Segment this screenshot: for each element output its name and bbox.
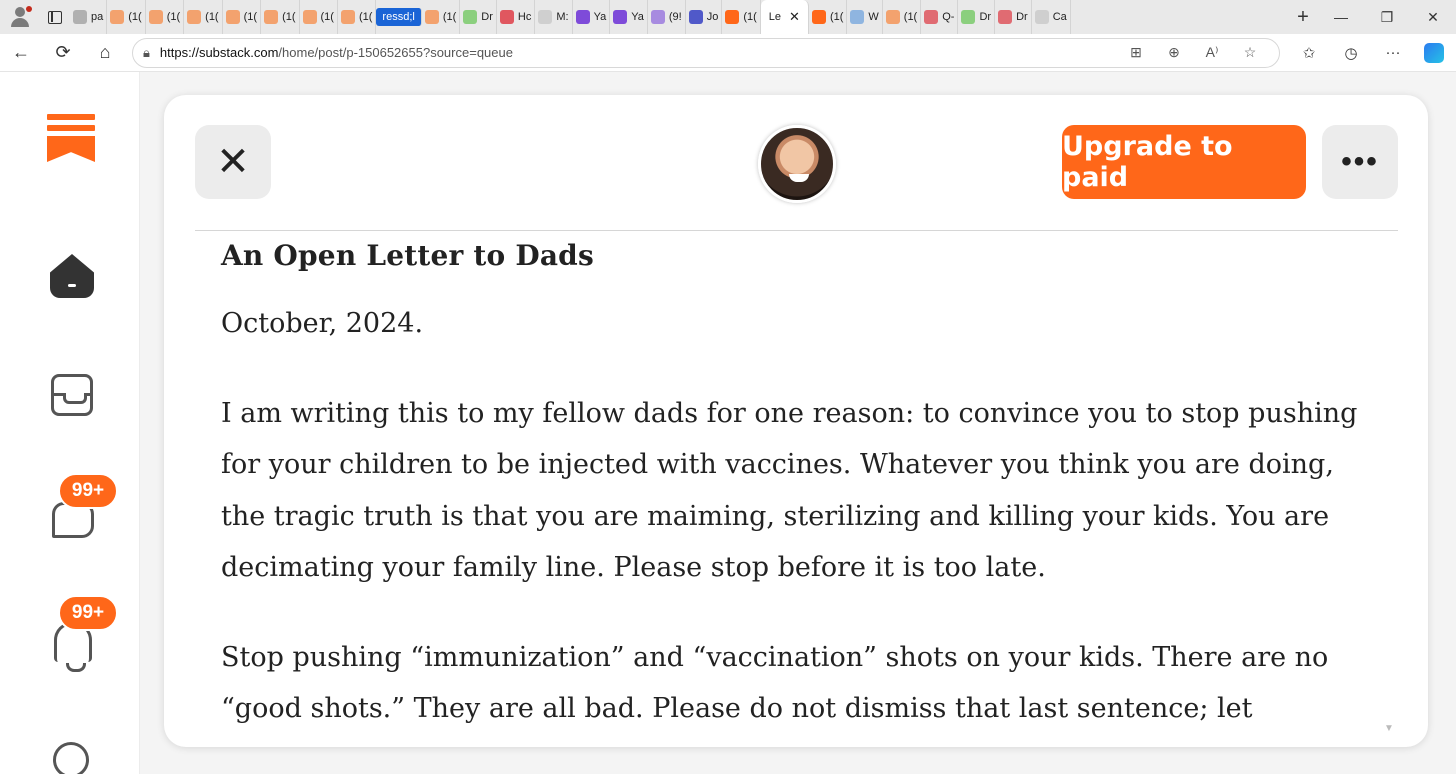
browser-tab[interactable] (995, 0, 1032, 34)
read-aloud-icon[interactable]: A⁾ (1205, 44, 1219, 60)
browser-tab[interactable] (497, 0, 535, 34)
tab-label: Ya (631, 11, 644, 23)
substack-icon (187, 10, 201, 24)
tab-label: (1( (358, 11, 373, 23)
favorite-star-icon[interactable]: ☆ (1243, 44, 1257, 60)
tab-label: Q- (942, 11, 955, 23)
browser-toolbar (0, 34, 1456, 72)
scroll-down-icon[interactable]: ▼ (1384, 723, 1394, 734)
app-grid-icon[interactable]: ⊞ (1130, 44, 1142, 60)
substack-icon (341, 10, 355, 24)
tab-label: Dr (979, 11, 992, 23)
home-nav-icon[interactable] (50, 254, 94, 298)
tab-label: (1( (320, 11, 334, 23)
tab-label: Dr (1016, 11, 1028, 23)
yahoo-icon (576, 10, 590, 24)
browser-tab[interactable] (300, 0, 338, 34)
article-date: October, 2024. (221, 308, 424, 339)
author-avatar[interactable] (758, 125, 836, 203)
close-post-button[interactable]: ✕ (195, 125, 271, 199)
lock-icon[interactable]: 🔒︎ (143, 44, 150, 60)
zoom-icon[interactable]: ⊕ (1168, 44, 1180, 60)
tab-label: pa (91, 11, 104, 23)
upgrade-to-paid-button[interactable]: Upgrade to paid (1062, 125, 1306, 199)
play-icon (961, 10, 975, 24)
browser-tab[interactable] (847, 0, 882, 34)
tab-label: Dr (481, 11, 493, 23)
tab-label: (1( (829, 11, 844, 23)
more-options-button[interactable]: ••• (1322, 125, 1398, 199)
tab-label: (1( (205, 11, 219, 23)
tab-label: W (868, 11, 879, 23)
maximize-button[interactable]: ❐ (1380, 8, 1394, 25)
substack-icon (264, 10, 278, 24)
substack-icon (226, 10, 240, 24)
browser-tab[interactable] (338, 0, 376, 34)
tab-label: (1( (743, 11, 757, 23)
article-paragraph: Stop pushing “immunization” and “vaccination” shots on your kids. There are no “good shots.” They are all bad. Please do not dismiss that last sentence; let (221, 641, 1329, 724)
browser-tab[interactable] (70, 0, 107, 34)
search-nav-icon[interactable] (53, 742, 89, 774)
tab-label: Hc (517, 11, 532, 23)
browser-tab[interactable] (921, 0, 958, 34)
page-icon (73, 10, 87, 24)
browser-tab[interactable] (883, 0, 921, 34)
substack-icon (425, 10, 439, 24)
browser-tab[interactable] (146, 0, 184, 34)
tab-label: Ya (593, 11, 607, 23)
search-icon (538, 10, 552, 24)
browser-tab[interactable] (107, 0, 145, 34)
new-tab-button[interactable]: + (1297, 5, 1309, 28)
tab-list (70, 0, 1288, 34)
copilot-icon[interactable] (1424, 43, 1444, 63)
tab-label: ressd;l (382, 11, 415, 23)
url-path: /home/post/p-150652655?source=queue (278, 45, 513, 60)
header-divider (195, 230, 1398, 231)
browser-tab-strip (0, 0, 1456, 34)
substack-icon (725, 10, 739, 24)
browser-tab[interactable] (610, 0, 648, 34)
search-icon (1035, 10, 1049, 24)
mic-icon (500, 10, 514, 24)
tab-label: Le (768, 11, 782, 23)
favorites-icon[interactable]: ✩ (1302, 44, 1316, 62)
browser-tab[interactable] (1032, 0, 1071, 34)
yahoo-icon (613, 10, 627, 24)
youtube-icon (924, 10, 938, 24)
notifications-badge: 99+ (58, 595, 118, 631)
browser-tab[interactable] (223, 0, 261, 34)
settings-more-icon[interactable]: ··· (1385, 44, 1401, 61)
tab-label: (1( (243, 11, 258, 23)
inbox-nav-icon[interactable] (51, 374, 93, 416)
article-paragraph: I am writing this to my fellow dads for one reason: to convince you to stop pushing for your children to be injected with vaccines. Whatever you think you are doing, the tragic truth is that you are maiming, sterilizing and killing your kids. You are decimating your family line. Please stop before it is too late. (221, 397, 1358, 583)
substack-icon (812, 10, 826, 24)
browser-tab[interactable] (573, 0, 611, 34)
play-icon (463, 10, 477, 24)
substack-icon (303, 10, 317, 24)
article-title: An Open Letter to Dads (221, 239, 594, 272)
browser-tab[interactable] (535, 0, 572, 34)
tab-label: (1( (282, 11, 296, 23)
browser-tab[interactable] (809, 0, 847, 34)
browser-tab[interactable] (761, 0, 809, 34)
tab-label: M: (556, 11, 569, 23)
history-icon[interactable]: ◷ (1344, 44, 1358, 62)
home-icon[interactable]: ⌂ (99, 42, 111, 62)
chat-badge: 99+ (58, 473, 118, 509)
browser-tab[interactable] (261, 0, 299, 34)
address-bar[interactable] (132, 38, 1280, 68)
left-navigation-rail (0, 72, 140, 774)
tab-label: (1( (442, 11, 457, 23)
tab-label: (1( (128, 11, 142, 23)
minimize-button[interactable]: — (1334, 9, 1348, 25)
browser-tab[interactable] (648, 0, 686, 34)
globe-icon (850, 10, 864, 24)
post-reader-panel (164, 95, 1428, 747)
url-text[interactable] (160, 45, 1117, 60)
substack-icon (886, 10, 900, 24)
teams-icon (689, 10, 703, 24)
browser-tab[interactable] (184, 0, 222, 34)
vertical-tabs-icon[interactable] (40, 0, 70, 34)
browser-tab[interactable] (376, 8, 421, 26)
browser-tab[interactable] (460, 0, 497, 34)
mail-icon (651, 10, 665, 24)
browser-tab[interactable] (958, 0, 995, 34)
close-tab-icon[interactable]: ✕ (789, 9, 800, 24)
tab-label: (1( (903, 11, 918, 23)
tab-label: Ca (1052, 11, 1067, 23)
url-domain: https://substack.com (159, 45, 279, 60)
substack-icon (110, 10, 124, 24)
browser-tab[interactable] (686, 0, 723, 34)
browser-tab[interactable] (722, 0, 760, 34)
back-arrow-icon[interactable]: ← (12, 42, 30, 62)
youtube-icon (998, 10, 1012, 24)
profile-icon[interactable] (0, 0, 40, 34)
refresh-icon[interactable]: ⟳ (55, 42, 71, 62)
tab-label: (1( (166, 11, 181, 23)
browser-tab[interactable] (422, 0, 460, 34)
tab-label: Jo (706, 11, 719, 23)
window-controls (1318, 0, 1456, 34)
close-window-button[interactable]: ✕ (1427, 8, 1439, 25)
tab-label: (9! (668, 11, 682, 23)
substack-logo-icon[interactable] (47, 114, 95, 166)
article-body (221, 235, 1371, 735)
substack-icon (149, 10, 163, 24)
